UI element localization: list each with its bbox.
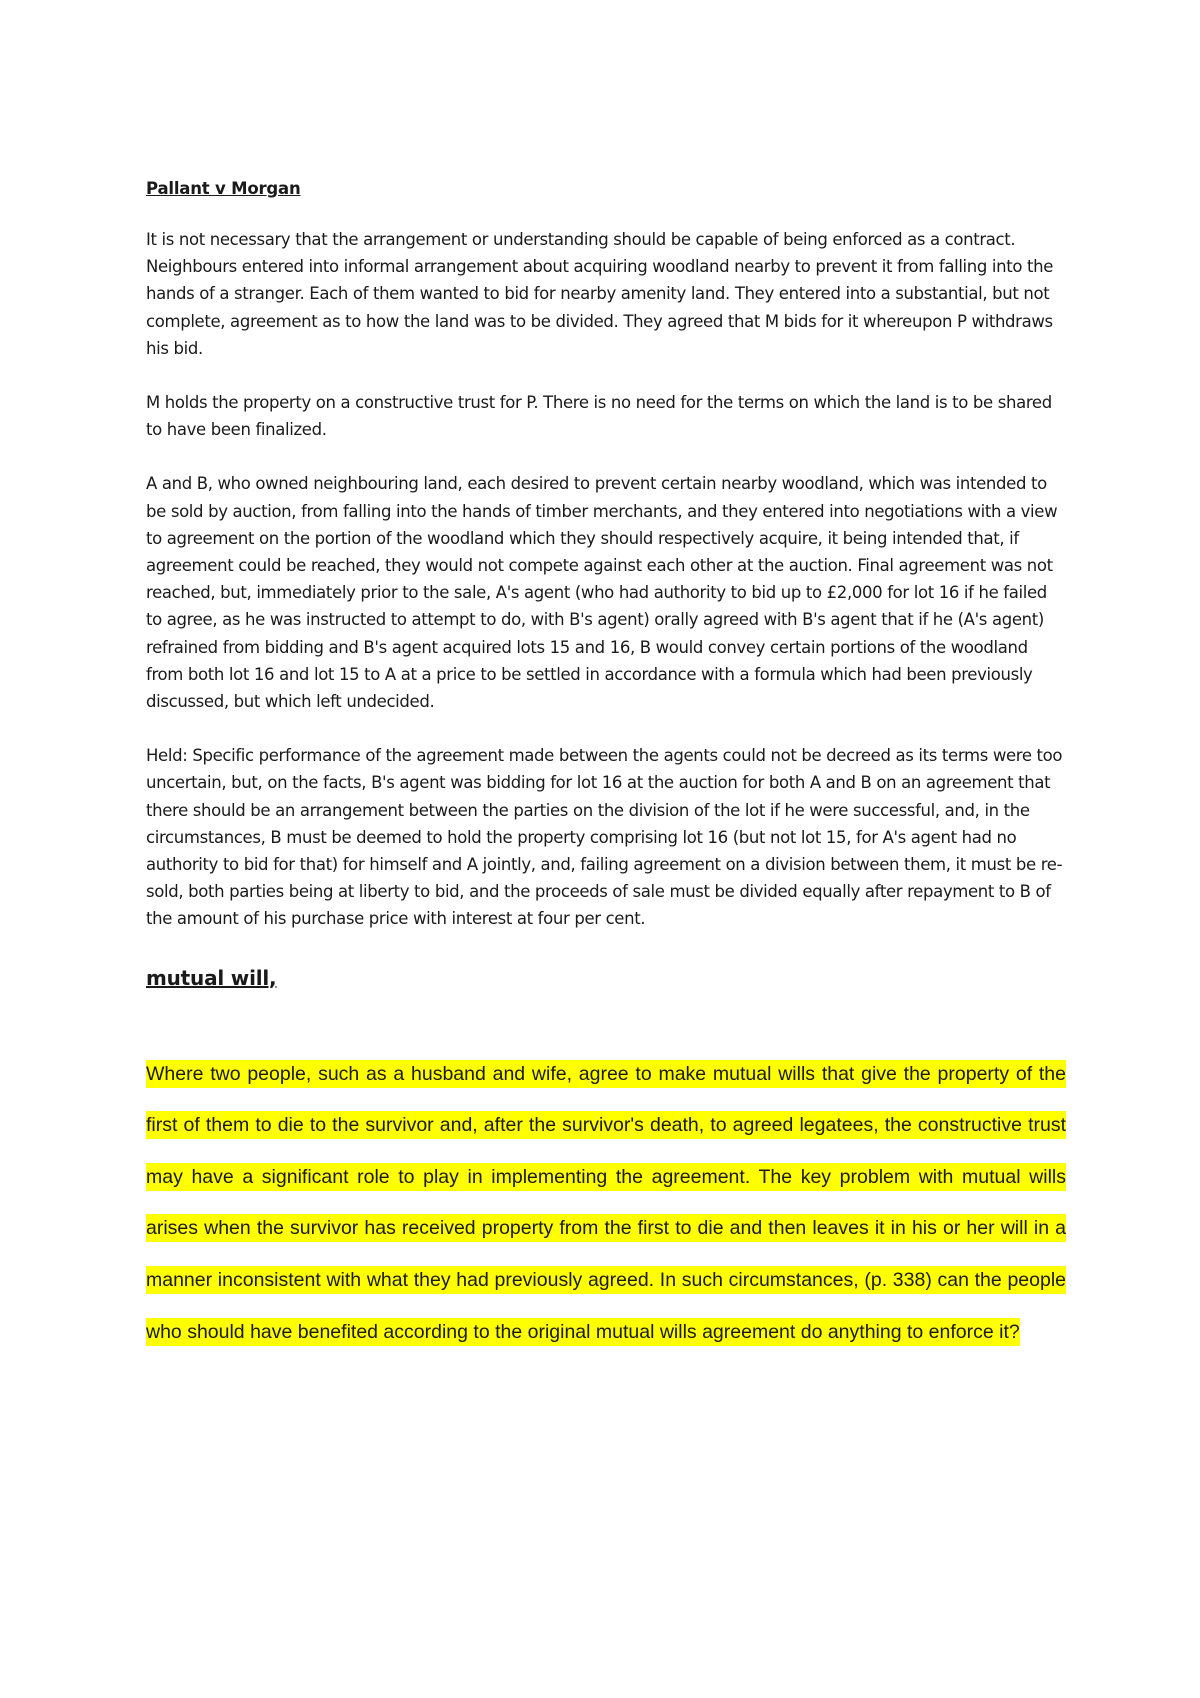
document-body (146, 178, 1066, 1358)
section-heading-mutual-will: mutual will, (146, 965, 277, 990)
paragraph-principle: It is not necessary that the arrangement or understanding should be capable of being enforced as a contract. Neighbours entered into informal arrangement about acquiring woodland nearby to prevent it from falling into the hands of a stranger. Each of them wanted to bid for nearby amenity land. They entered into a substantial, but not complete, agreement as to how the land was to be divided. They agreed that M bids for it whereupon P withdraws his bid. (146, 230, 1054, 358)
paragraph-holding-summary: M holds the property on a constructive trust for P. There is no need for the terms on which the land is to be shared to have been finalized. (146, 393, 1052, 440)
highlighted-text: Where two people, such as a husband and wife, agree to make mutual wills that give the property of the first of them to die to the survivor and, after the survivor's death, to agreed legatees, the constructive trust may have a significant role to play in implementing the agreement. The key problem with mutual wills arises when the survivor has received property from the first to die and then leaves it in his or her will in a manner inconsistent with what they had previously agreed. In such circumstances, (p. 338) can the people who should have benefited according to the original mutual wills agreement do anything to enforce it? (146, 1060, 1066, 1346)
paragraph-facts: A and B, who owned neighbouring land, each desired to prevent certain nearby woodland, which was intended to be sold by auction, from falling into the hands of timber merchants, and they entered into negotiations with a view to agreement on the portion of the woodland which they should respectively acquire, it being intended that, if agreement could be reached, they would not compete against each other at the auction. Final agreement was not reached, but, immediately prior to the sale, A's agent (who had authority to bid up to £2,000 for lot 16 if he failed to agree, as he was instructed to attempt to do, with B's agent) orally agreed with B's agent that if he (A's agent) refrained from bidding and B's agent acquired lots 15 and 16, B would convey certain portions of the woodland from both lot 16 and lot 15 to A at a price to be settled in accordance with a formula which had been previously discussed, but which left undecided. (146, 474, 1058, 712)
highlighted-paragraph (146, 1049, 1066, 1359)
case-title: Pallant v Morgan (146, 179, 301, 198)
paragraph-held: Held: Specific performance of the agreement made between the agents could not be decreed as its terms were too uncertain, but, on the facts, B's agent was bidding for lot 16 at the auction for both A and B on an agreement that there should be an arrangement between the parties on the division of the lot if he were successful, and, in the circumstances, B must be deemed to hold the property comprising lot 16 (but not lot 15, for A's agent had no authority to bid for that) for himself and A jointly, and, failing agreement on a division between them, it must be re-sold, both parties being at liberty to bid, and the proceeds of sale must be divided equally after repayment to B of the amount of his purchase price with interest at four per cent. (146, 746, 1063, 929)
